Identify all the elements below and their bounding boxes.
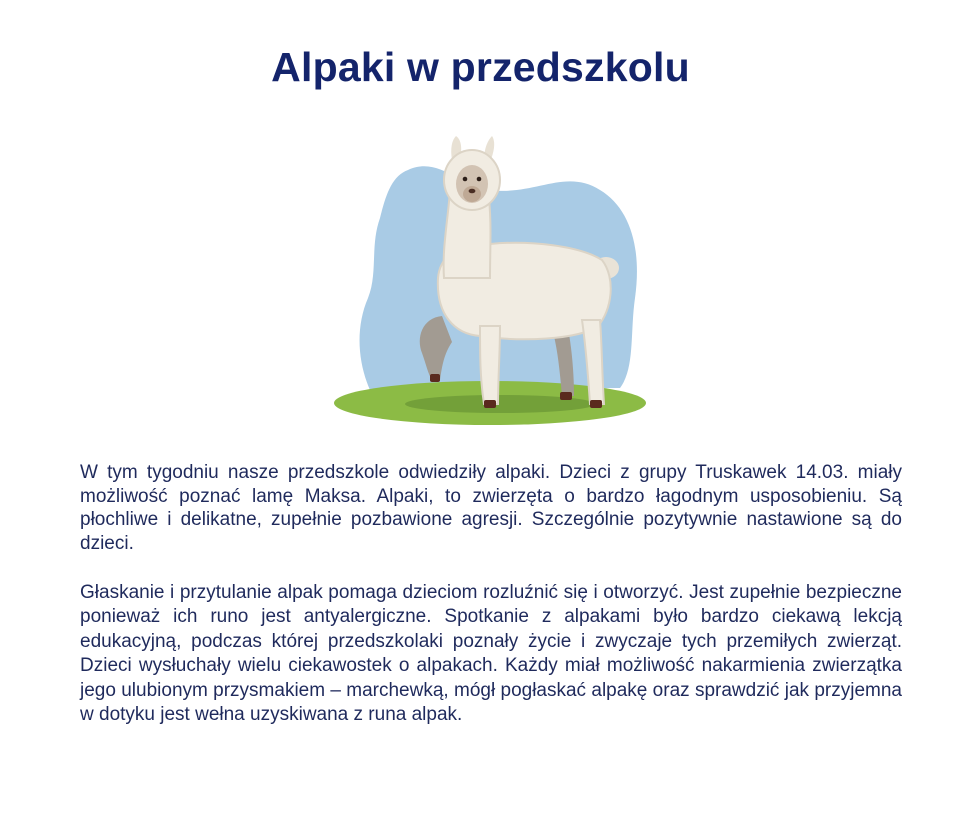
hoof-3 [560, 392, 572, 400]
muzzle-shape [463, 186, 481, 202]
eye-left [463, 177, 468, 182]
front-leg-1 [480, 326, 500, 404]
eye-right [477, 177, 482, 182]
article-body [80, 461, 902, 727]
paragraph-2: Głaskanie i przytulanie alpak pomaga dzieciom rozluźnić się i otworzyć. Jest zupełnie bezpieczne ponieważ ich runo jest antyalergiczne. Spotkanie z alpakami było bardzo ciekawą lekcją edukacyjną, podczas której przedszkolaki poznały życie i zwyczaje tych przemiłych zwierząt. Dzieci wysłuchały wielu ciekawostek o alpakach. Każdy miał możliwość nakarmienia zwierzątka jego ulubionym przysmakiem – marchewką, mógł pogłaskać alpakę oraz sprawdzić jak przyjemna w dotyku jest wełna uzyskiwana z runa alpak. [80, 582, 902, 726]
hoof-2 [484, 400, 496, 408]
hoof-4 [590, 400, 602, 408]
hoof-1 [430, 374, 440, 382]
nose-shape [469, 189, 476, 194]
alpaca-illustration [330, 128, 650, 428]
page-title: Alpaki w przedszkolu [271, 44, 690, 90]
paragraph-1: W tym tygodniu nasze przedszkole odwiedziły alpaki. Dzieci z grupy Truskawek 14.03. miały możliwość poznać lamę Maksa. Alpaki, to zwierzęta o bardzo łagodnym usposobieniu. Są płochliwe i delikatne, zupełnie pozbawione agresji. Szczególnie pozytywnie nastawione są do dzieci. [80, 462, 902, 554]
